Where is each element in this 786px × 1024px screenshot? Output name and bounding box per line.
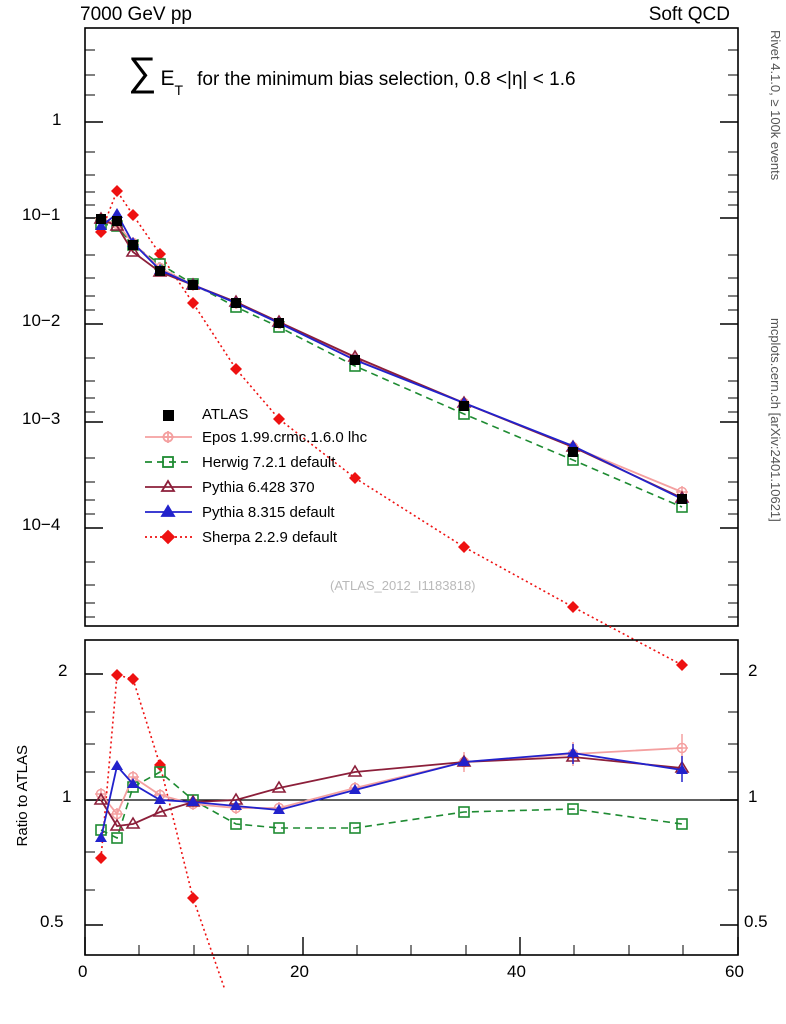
ratio-ytick-label-2-right: 2 xyxy=(748,661,758,680)
ratio-x-axis-ticks xyxy=(85,937,738,955)
series-epos-ratio xyxy=(95,734,688,820)
series-pythia6-ratio xyxy=(95,751,688,830)
ratio-ytick-label-1-right: 1 xyxy=(748,787,758,806)
header-right: Soft QCD xyxy=(648,4,730,25)
side-label-mcplots: mcplots.cern.ch [arXiv:2401.10621] xyxy=(768,318,783,522)
ytick-label-1e-3: 10−3 xyxy=(22,409,61,428)
sigma-symbol: ∑ xyxy=(128,50,157,94)
legend-item-pythia6[interactable]: Pythia 6.428 370 xyxy=(202,479,315,496)
ytick-label-1: 1 xyxy=(52,110,62,129)
series-epos-main xyxy=(95,213,688,498)
header-left: 7000 GeV pp xyxy=(80,4,192,25)
ytick-label-1e-2: 10−2 xyxy=(22,311,61,330)
ytick-label-1e-1: 10−1 xyxy=(22,205,61,224)
title-t-subscript: T xyxy=(174,82,184,98)
series-pythia8-main xyxy=(95,208,688,503)
ratio-axis-label: Ratio to ATLAS xyxy=(14,745,31,847)
analysis-watermark: (ATLAS_2012_I1183818) xyxy=(330,578,476,593)
xtick-label-0: 0 xyxy=(78,962,88,981)
title-rest: for the minimum bias selection, 0.8 <|η| < 1.6 xyxy=(197,69,576,90)
main-y-axis-ticks xyxy=(85,50,738,617)
ratio-ytick-label-05-left: 0.5 xyxy=(40,912,64,931)
series-sherpa-main xyxy=(95,185,688,671)
xtick-label-20: 20 xyxy=(290,962,309,981)
legend-item-epos[interactable]: Epos 1.99.crmc.1.6.0 lhc xyxy=(202,429,368,446)
series-atlas-main xyxy=(96,214,687,504)
legend-markers xyxy=(145,410,192,543)
ratio-ytick-label-05-right: 0.5 xyxy=(744,912,768,931)
ratio-ytick-label-2-left: 2 xyxy=(58,661,68,680)
legend-item-herwig[interactable]: Herwig 7.2.1 default xyxy=(202,454,336,471)
legend-item-atlas[interactable]: ATLAS xyxy=(202,406,249,423)
ratio-panel-frame xyxy=(85,640,738,955)
legend-item-sherpa[interactable]: Sherpa 2.2.9 default xyxy=(202,529,338,546)
side-label-rivet: Rivet 4.1.0, ≥ 100k events xyxy=(768,30,783,181)
xtick-label-40: 40 xyxy=(507,962,526,981)
legend-item-pythia8[interactable]: Pythia 8.315 default xyxy=(202,504,335,521)
series-herwig-main xyxy=(96,219,687,512)
ratio-ytick-label-1-left: 1 xyxy=(62,787,72,806)
plot-title xyxy=(128,50,576,98)
ytick-label-1e-4: 10−4 xyxy=(22,515,61,534)
main-panel-frame xyxy=(85,28,738,626)
title-e: E xyxy=(160,67,175,90)
xtick-label-60: 60 xyxy=(725,962,744,981)
